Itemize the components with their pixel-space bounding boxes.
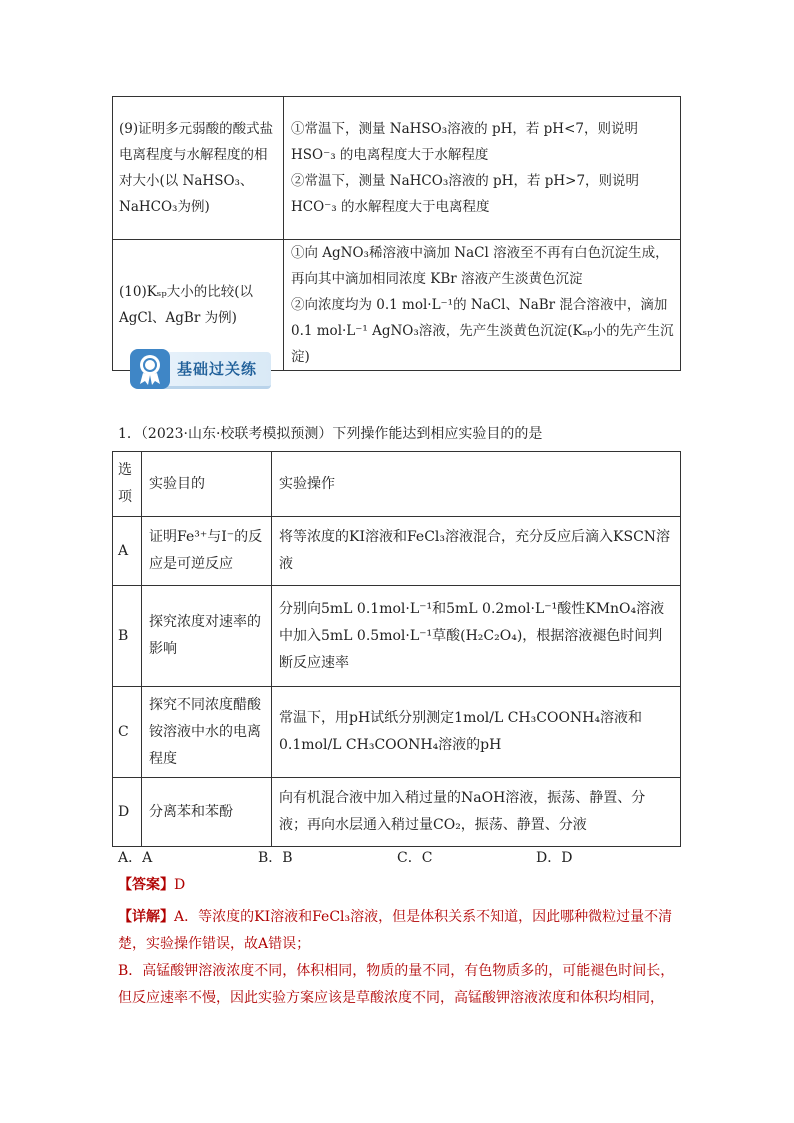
table-row [113,97,681,240]
method-table [112,96,681,371]
choice-b: B．B [258,850,293,866]
answer-value: D [174,877,186,893]
option-operation: 分别向5mL 0.1mol·L⁻¹和5mL 0.2mol·L⁻¹酸性KMnO₄溶液中加入5mL 0.5mol·L⁻¹草酸(H₂C₂O₄)，根据溶液褪色时间判断反应速率 [272,586,681,687]
choice-d: D．D [536,850,573,866]
option-goal: 分离苯和苯酚 [142,778,272,847]
header-goal: 实验目的 [142,452,272,517]
header-option: 选项 [113,452,142,517]
table-row [113,586,681,687]
option-goal: 证明Fe³⁺与I⁻的反应是可逆反应 [142,517,272,586]
method-name: (9)证明多元弱酸的酸式盐电离程度与水解程度的相对大小(以 NaHSO₃、NaHCO₃为例) [113,97,284,240]
option-goal: 探究浓度对速率的影响 [142,586,272,687]
banner-title: 基础过关练 [177,360,258,378]
choice-a: A．A [118,850,153,866]
method-name: (10)Kₛₚ大小的比较(以 AgCl、AgBr 为例) [113,240,284,371]
section-banner [127,346,277,392]
table-header [113,452,681,517]
method-detail-line: ①常温下，测量 NaHSO₃溶液的 pH，若 pH<7，则说明 HSO⁻₃ 的电离程度大于水解程度 [291,121,638,163]
option-key: C [113,687,142,778]
method-detail [284,240,681,371]
option-operation: 常温下，用pH试纸分别测定1mol/L CH₃COONH₄溶液和0.1mol/L CH₃COONH₄溶液的pH [272,687,681,778]
table-row [113,687,681,778]
medal-icon [127,346,173,392]
answer-tag: 【答案】 [118,877,174,893]
option-key: B [113,586,142,687]
method-detail-line: ②常温下，测量 NaHCO₃溶液的 pH，若 pH>7，则说明 HCO⁻₃ 的水解程度大于电离程度 [291,173,640,215]
option-goal: 探究不同浓度醋酸铵溶液中水的电离程度 [142,687,272,778]
explanation-a [118,904,684,958]
choice-c: C．C [397,850,433,866]
method-detail [284,97,681,240]
header-operation: 实验操作 [272,452,681,517]
options-table [112,451,681,847]
table-row [113,778,681,847]
question-stem: 1．（2023·山东·校联考模拟预测）下列操作能达到相应实验目的的是 [118,426,543,442]
method-detail-line: ②向浓度均为 0.1 mol·L⁻¹的 NaCl、NaBr 混合溶液中，滴加 0.1 mol·L⁻¹ AgNO₃溶液，先产生淡黄色沉淀(Kₛₚ小的先产生沉淀) [291,297,674,365]
method-detail-line: ①向 AgNO₃稀溶液中滴加 NaCl 溶液至不再有白色沉淀生成，再向其中滴加相同浓度 KBr 溶液产生淡黄色沉淀 [291,245,669,287]
explain-line-a: A．等浓度的KI溶液和FeCl₃溶液，但是体积关系不知道，因此哪种微粒过量不清楚，实验操作错误，故A错误； [118,909,673,952]
explanation [118,904,684,1012]
explain-tag: 【详解】 [118,909,174,925]
table-row [113,517,681,586]
option-operation: 向有机混合液中加入稍过量的NaOH溶液，振荡、静置、分液；再向水层通入稍过量CO₂，振荡、静置、分液 [272,778,681,847]
answer-line [118,875,185,895]
option-key: D [113,778,142,847]
option-operation: 将等浓度的KI溶液和FeCl₃溶液混合，充分反应后滴入KSCN溶液 [272,517,681,586]
explain-line-b: B．高锰酸钾溶液浓度不同，体积相同，物质的量不同，有色物质多的，可能褪色时间长，但反应速率不慢，因此实验方案应该是草酸浓度不同，高锰酸钾溶液浓度和体积均相同， [118,963,675,1006]
option-key: A [113,517,142,586]
